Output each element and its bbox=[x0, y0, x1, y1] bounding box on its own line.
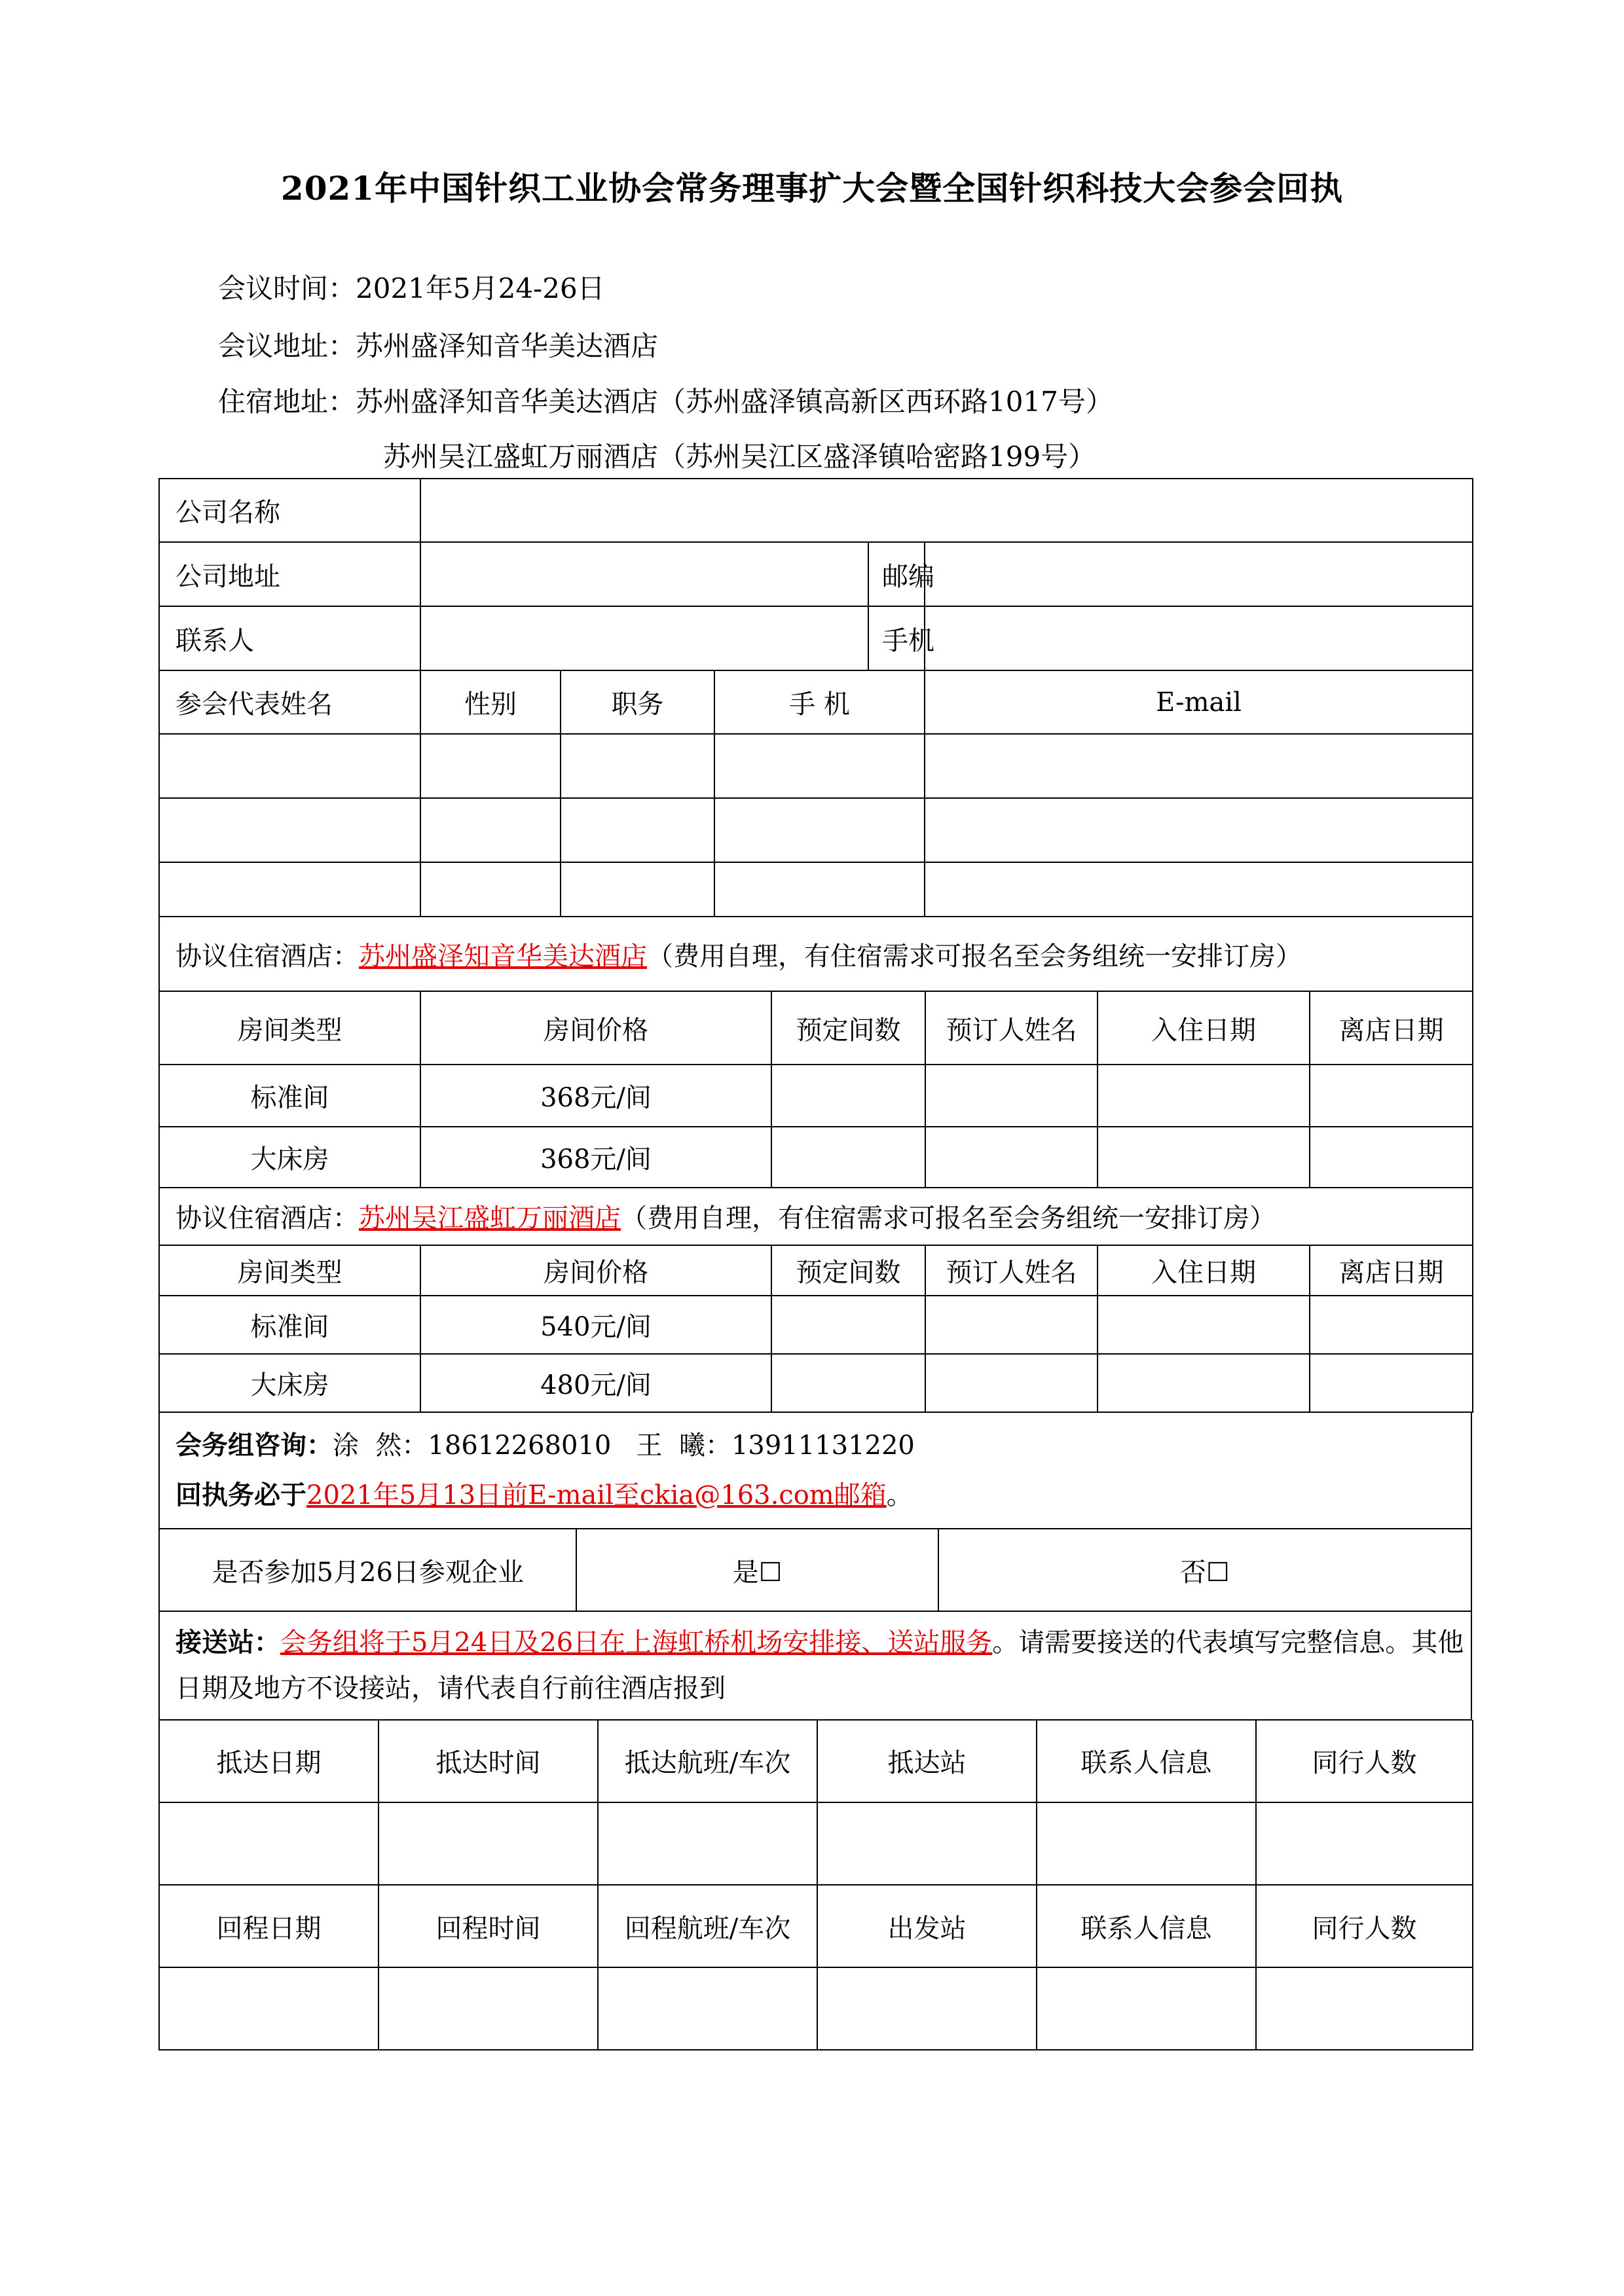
arrival-contact-field[interactable] bbox=[1037, 1802, 1256, 1885]
arrival-header-companions: 同行人数 bbox=[1256, 1720, 1473, 1802]
hotel2-room-row bbox=[159, 1296, 1473, 1354]
room-price: 480元/间 bbox=[420, 1354, 771, 1412]
rep-row bbox=[159, 862, 1473, 917]
reply-line bbox=[175, 1470, 1464, 1520]
hotel2-suffix: （费用自理，有住宿需求可报名至会务组统一安排订房） bbox=[621, 1203, 1276, 1233]
hotel2-header-booker: 预订人姓名 bbox=[925, 1245, 1098, 1296]
room-count-field[interactable] bbox=[771, 1127, 925, 1188]
return-contact-field[interactable] bbox=[1037, 1967, 1256, 2050]
rep-name-field[interactable] bbox=[159, 798, 420, 862]
rep-header-title: 职务 bbox=[561, 670, 714, 734]
zip-label: 邮编 bbox=[868, 542, 925, 606]
company-address-label: 公司地址 bbox=[159, 542, 420, 606]
rep-email-field[interactable] bbox=[925, 862, 1473, 917]
hotel2-header-type: 房间类型 bbox=[159, 1245, 420, 1296]
return-header-date: 回程日期 bbox=[159, 1885, 378, 1967]
arrival-header-time: 抵达时间 bbox=[378, 1720, 598, 1802]
hotel2-prefix: 协议住宿酒店： bbox=[175, 1203, 359, 1233]
reply-end: 。 bbox=[886, 1480, 913, 1510]
rep-phone-field[interactable] bbox=[714, 798, 925, 862]
rep-header-gender: 性别 bbox=[420, 670, 561, 734]
return-row bbox=[159, 1967, 1473, 2050]
hotel1-header-checkout: 离店日期 bbox=[1310, 991, 1473, 1065]
return-date-field[interactable] bbox=[159, 1967, 378, 2050]
hotel1-header-checkin: 入住日期 bbox=[1098, 991, 1310, 1065]
phone-label: 手机 bbox=[868, 606, 925, 670]
hotel2-heading bbox=[159, 1187, 1473, 1245]
hotel1-table bbox=[158, 916, 1473, 1188]
return-station-field[interactable] bbox=[817, 1967, 1037, 2050]
arrival-header-flight: 抵达航班/车次 bbox=[598, 1720, 817, 1802]
booker-field[interactable] bbox=[925, 1065, 1098, 1127]
arrival-header-date: 抵达日期 bbox=[159, 1720, 378, 1802]
arrival-station-field[interactable] bbox=[817, 1802, 1037, 1885]
checkin-field[interactable] bbox=[1098, 1065, 1310, 1127]
lodging-address-2: 苏州吴江盛虹万丽酒店（苏州吴江区盛泽镇哈密路199号） bbox=[383, 441, 1096, 473]
return-header-companions: 同行人数 bbox=[1256, 1885, 1473, 1967]
checkout-field[interactable] bbox=[1310, 1065, 1473, 1127]
hotel2-room-row bbox=[159, 1354, 1473, 1412]
hotel1-prefix: 协议住宿酒店： bbox=[175, 941, 359, 972]
arrival-date-field[interactable] bbox=[159, 1802, 378, 1885]
booker-field[interactable] bbox=[925, 1354, 1098, 1412]
consult-block bbox=[159, 1412, 1471, 1529]
room-type: 大床房 bbox=[159, 1354, 420, 1412]
hotel1-heading bbox=[159, 917, 1473, 991]
consult-label: 会务组咨询： bbox=[175, 1429, 333, 1461]
hotel1-header-count: 预定间数 bbox=[771, 991, 925, 1065]
logistics-table bbox=[158, 1412, 1472, 1721]
lodging-address: 住宿地址：苏州盛泽知音华美达酒店（苏州盛泽镇高新区西环路1017号） bbox=[218, 386, 1113, 418]
rep-title-field[interactable] bbox=[561, 798, 714, 862]
transfer-table bbox=[158, 1720, 1473, 2050]
hotel1-suffix: （费用自理，有住宿需求可报名至会务组统一安排订房） bbox=[647, 941, 1302, 972]
hotel1-room-row bbox=[159, 1065, 1473, 1127]
return-companions-field[interactable] bbox=[1256, 1967, 1473, 2050]
checkin-field[interactable] bbox=[1098, 1296, 1310, 1354]
arrival-flight-field[interactable] bbox=[598, 1802, 817, 1885]
reply-label: 回执务必于 bbox=[175, 1479, 306, 1510]
rep-title-field[interactable] bbox=[561, 734, 714, 798]
rep-header-name: 参会代表姓名 bbox=[159, 670, 420, 734]
hotel2-header-price: 房间价格 bbox=[420, 1245, 771, 1296]
hotel2-table bbox=[158, 1187, 1473, 1413]
rep-gender-field[interactable] bbox=[420, 862, 561, 917]
arrival-row bbox=[159, 1802, 1473, 1885]
arrival-header-station: 抵达站 bbox=[817, 1720, 1037, 1802]
room-count-field[interactable] bbox=[771, 1354, 925, 1412]
rep-name-field[interactable] bbox=[159, 862, 420, 917]
contact-field[interactable] bbox=[420, 606, 868, 670]
return-time-field[interactable] bbox=[378, 1967, 598, 2050]
hotel1-header-type: 房间类型 bbox=[159, 991, 420, 1065]
checkout-field[interactable] bbox=[1310, 1354, 1473, 1412]
company-name-field[interactable] bbox=[420, 479, 1473, 542]
hotel2-header-checkin: 入住日期 bbox=[1098, 1245, 1310, 1296]
checkin-field[interactable] bbox=[1098, 1354, 1310, 1412]
hotel1-room-row bbox=[159, 1127, 1473, 1188]
rep-row bbox=[159, 798, 1473, 862]
consult-contacts: 涂 然：18612268010 王 曦：13911131220 bbox=[333, 1430, 915, 1461]
company-name-label: 公司名称 bbox=[159, 479, 420, 542]
reply-deadline: 2021年5月13日前E-mail至ckia@163.com邮箱 bbox=[306, 1480, 887, 1510]
rep-phone-field[interactable] bbox=[714, 862, 925, 917]
return-flight-field[interactable] bbox=[598, 1967, 817, 2050]
hotel1-header-price: 房间价格 bbox=[420, 991, 771, 1065]
visit-question: 是否参加5月26日参观企业 bbox=[159, 1529, 576, 1611]
company-info-table bbox=[158, 478, 1473, 917]
return-header-contact: 联系人信息 bbox=[1037, 1885, 1256, 1967]
pickup-service: 会务组将于5月24日及26日在上海虹桥机场安排接、送站服务 bbox=[280, 1628, 993, 1658]
company-address-field[interactable] bbox=[420, 542, 868, 606]
rep-header-email: E-mail bbox=[925, 670, 1473, 734]
phone-field[interactable] bbox=[925, 606, 1473, 670]
room-type: 标准间 bbox=[159, 1296, 420, 1354]
pickup-label: 接送站： bbox=[175, 1627, 280, 1658]
room-count-field[interactable] bbox=[771, 1065, 925, 1127]
rep-title-field[interactable] bbox=[561, 862, 714, 917]
hotel1-name: 苏州盛泽知音华美达酒店 bbox=[359, 941, 647, 972]
booker-field[interactable] bbox=[925, 1127, 1098, 1188]
room-type: 大床房 bbox=[159, 1127, 420, 1188]
zip-field[interactable] bbox=[925, 542, 1473, 606]
hotel2-header-checkout: 离店日期 bbox=[1310, 1245, 1473, 1296]
arrival-header-contact: 联系人信息 bbox=[1037, 1720, 1256, 1802]
booker-field[interactable] bbox=[925, 1296, 1098, 1354]
room-price: 368元/间 bbox=[420, 1065, 771, 1127]
hotel2-name: 苏州吴江盛虹万丽酒店 bbox=[359, 1203, 621, 1233]
page-title: 2021年中国针织工业协会常务理事扩大会暨全国针织科技大会参会回执 bbox=[280, 169, 1344, 208]
rep-gender-field[interactable] bbox=[420, 798, 561, 862]
room-price: 368元/间 bbox=[420, 1127, 771, 1188]
arrival-time-field[interactable] bbox=[378, 1802, 598, 1885]
rep-header-phone: 手 机 bbox=[714, 670, 925, 734]
room-count-field[interactable] bbox=[771, 1296, 925, 1354]
arrival-companions-field[interactable] bbox=[1256, 1802, 1473, 1885]
rep-gender-field[interactable] bbox=[420, 734, 561, 798]
visit-no-checkbox[interactable]: 否☐ bbox=[938, 1529, 1471, 1611]
return-header-flight: 回程航班/车次 bbox=[598, 1885, 817, 1967]
contact-label: 联系人 bbox=[159, 606, 420, 670]
rep-email-field[interactable] bbox=[925, 734, 1473, 798]
hotel2-header-count: 预定间数 bbox=[771, 1245, 925, 1296]
hotel1-header-booker: 预订人姓名 bbox=[925, 991, 1098, 1065]
rep-name-field[interactable] bbox=[159, 734, 420, 798]
meeting-time: 会议时间：2021年5月24-26日 bbox=[218, 272, 605, 304]
rep-phone-field[interactable] bbox=[714, 734, 925, 798]
rep-row bbox=[159, 734, 1473, 798]
meeting-venue: 会议地址：苏州盛泽知音华美达酒店 bbox=[218, 330, 659, 362]
return-header-station: 出发站 bbox=[817, 1885, 1037, 1967]
room-price: 540元/间 bbox=[420, 1296, 771, 1354]
return-header-time: 回程时间 bbox=[378, 1885, 598, 1967]
checkout-field[interactable] bbox=[1310, 1127, 1473, 1188]
checkout-field[interactable] bbox=[1310, 1296, 1473, 1354]
checkin-field[interactable] bbox=[1098, 1127, 1310, 1188]
visit-yes-checkbox[interactable]: 是☐ bbox=[576, 1529, 938, 1611]
pickup-notice bbox=[159, 1611, 1471, 1720]
pickup-instructions: 。请需要接送的代表填写完整信息。其他日期及地方不设接站，请代表自行前往酒店报到 bbox=[175, 1628, 1464, 1704]
room-type: 标准间 bbox=[159, 1065, 420, 1127]
consult-line bbox=[175, 1421, 1464, 1470]
rep-email-field[interactable] bbox=[925, 798, 1473, 862]
